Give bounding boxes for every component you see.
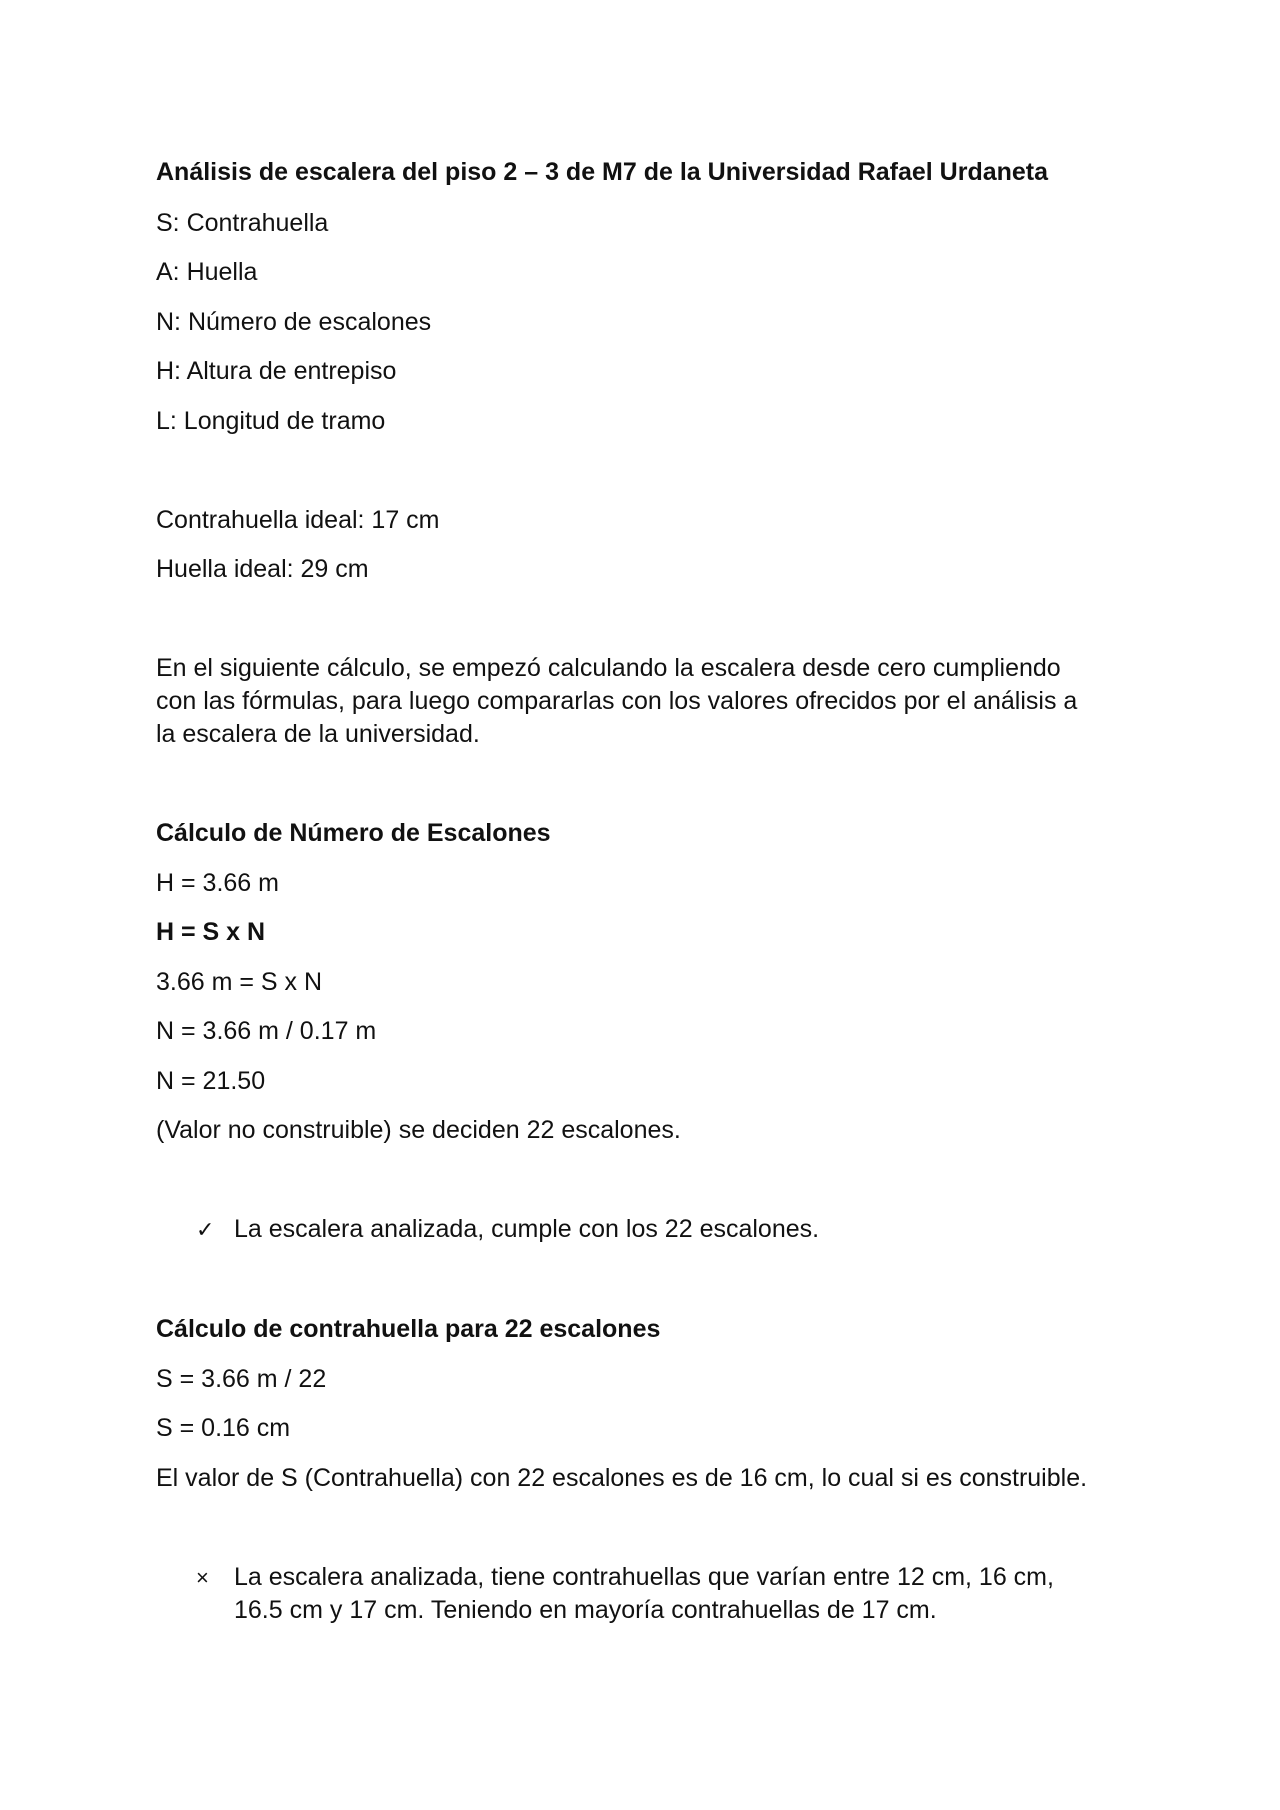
section1-heading: Cálculo de Número de Escalones <box>156 819 551 847</box>
bullet-text: La escalera analizada, tiene contrahuellas que varían entre 12 cm, 16 cm, <box>234 1563 1054 1591</box>
definition-h: H: Altura de entrepiso <box>156 357 397 385</box>
section2-heading: Cálculo de contrahuella para 22 escalones <box>156 1315 661 1343</box>
formula-line: S = 3.66 m / 22 <box>156 1365 327 1393</box>
intro-line: la escalera de la universidad. <box>156 720 480 748</box>
check-icon: ✓ <box>196 1217 215 1242</box>
formula-line: N = 21.50 <box>156 1067 266 1095</box>
formula-line: (Valor no construible) se deciden 22 escalones. <box>156 1116 681 1144</box>
definition-s: S: Contrahuella <box>156 209 329 237</box>
definition-n: N: Número de escalones <box>156 308 432 336</box>
conclusion-line: El valor de S (Contrahuella) con 22 escalones es de 16 cm, lo cual si es construible. <box>156 1464 1088 1492</box>
document-title: Análisis de escalera del piso 2 – 3 de M7 de la Universidad Rafael Urdaneta <box>156 158 1049 186</box>
ideal-huella: Huella ideal: 29 cm <box>156 555 369 583</box>
intro-paragraph <box>156 652 1136 751</box>
definition-a: A: Huella <box>156 258 258 286</box>
formula-line: H = 3.66 m <box>156 869 279 897</box>
formula-line: N = 3.66 m / 0.17 m <box>156 1017 377 1045</box>
formula-line: S = 0.16 cm <box>156 1414 291 1442</box>
bullet-text: 16.5 cm y 17 cm. Teniendo en mayoría contrahuellas de 17 cm. <box>234 1596 937 1624</box>
ideal-contrahuella: Contrahuella ideal: 17 cm <box>156 506 440 534</box>
formula-line: 3.66 m = S x N <box>156 968 323 996</box>
cross-icon: × <box>196 1565 209 1590</box>
bullet-text: La escalera analizada, cumple con los 22 escalones. <box>234 1215 820 1243</box>
definition-l: L: Longitud de tramo <box>156 407 386 435</box>
intro-line: En el siguiente cálculo, se empezó calculando la escalera desde cero cumpliendo <box>156 654 1061 682</box>
intro-line: con las fórmulas, para luego compararlas con los valores ofrecidos por el análisis a <box>156 687 1078 715</box>
formula-line: H = S x N <box>156 918 266 946</box>
